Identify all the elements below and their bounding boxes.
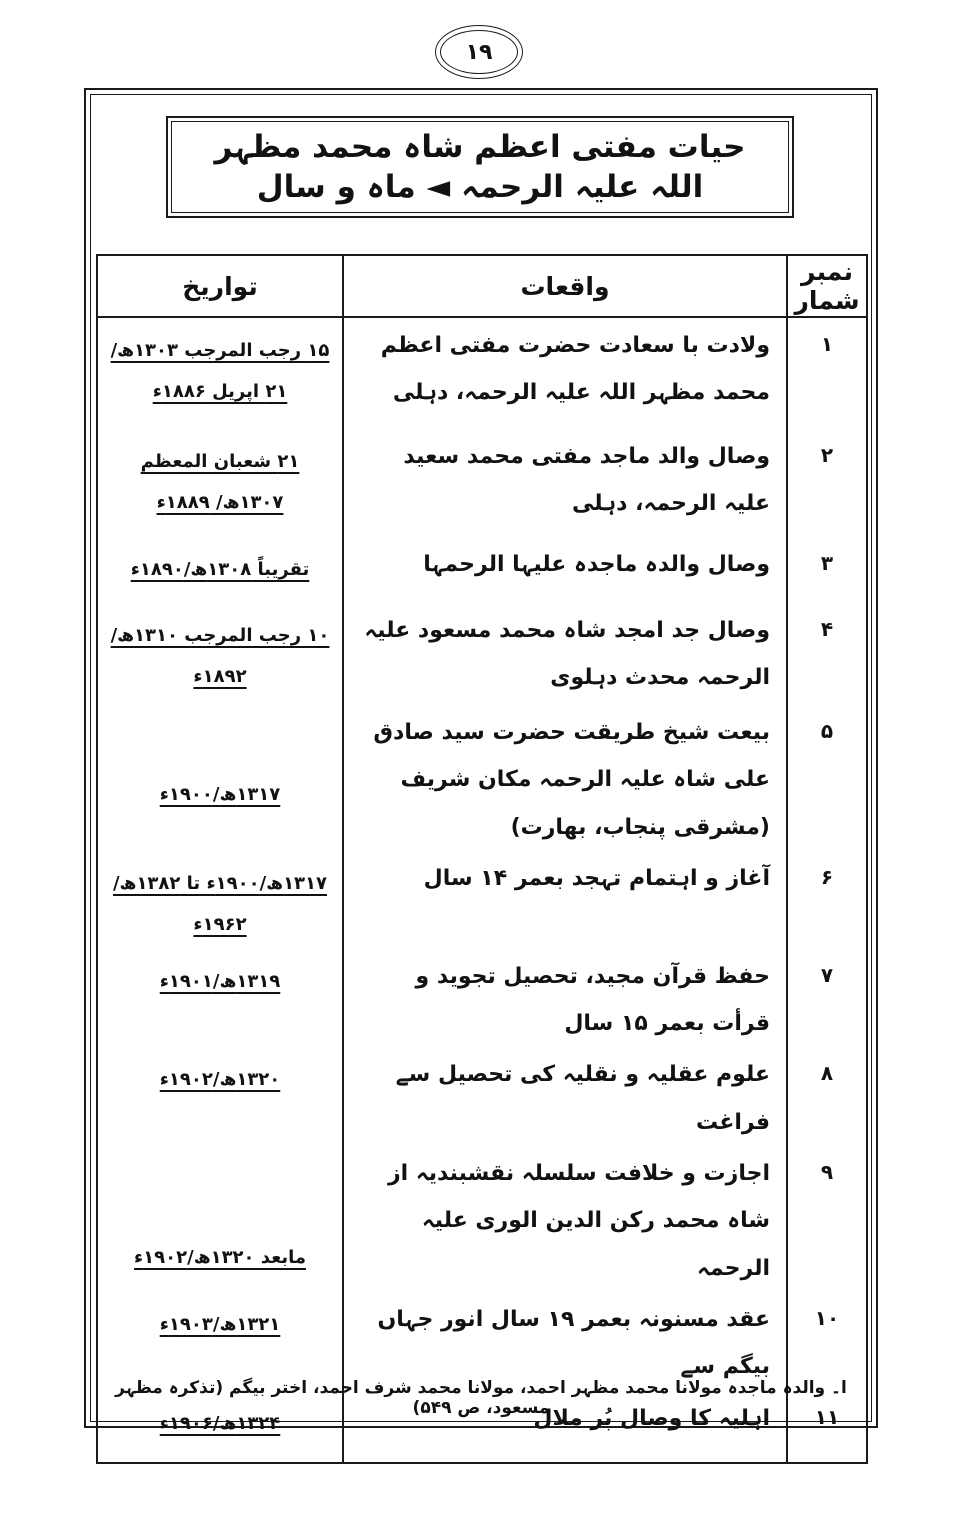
table-filler-row	[97, 1447, 867, 1463]
event-cell: حفظ قرآن مجید، تحصیل تجوید و قرأت بعمر ۱۵ سال	[343, 949, 787, 1048]
date-cell: تقریباً ۱۳۰۸ھ/۱۸۹۰ء	[130, 559, 310, 580]
page-number-oval	[435, 25, 523, 79]
table-row	[97, 317, 867, 429]
serial-cell: ۹	[787, 1146, 867, 1292]
table-row	[97, 851, 867, 949]
event-cell: وصال والد ماجد مفتی محمد سعید علیہ الرحمہ، دہلی	[343, 429, 787, 537]
event-cell: عقد مسنونہ بعمر ۱۹ سال انور جہاں بیگم سے	[343, 1292, 787, 1391]
table-row	[97, 537, 867, 603]
serial-cell: ۵	[787, 705, 867, 851]
event-cell: وصال جد امجد شاہ محمد مسعود علیہ الرحمہ محدث دہلوی	[343, 603, 787, 705]
column-header-serial: نمبر شمار	[787, 255, 867, 317]
serial-cell: ۷	[787, 949, 867, 1048]
date-cell: ۲۱ شعبان المعظم ۱۳۰۷ھ/ ۱۸۸۹ء	[140, 451, 300, 514]
table-row	[97, 603, 867, 705]
event-cell: آغاز و اہتمام تہجد بعمر ۱۴ سال	[343, 851, 787, 949]
serial-cell: ۴	[787, 603, 867, 705]
table-row	[97, 429, 867, 537]
event-cell: اہلیہ کا وصال پُر ملال	[343, 1391, 787, 1447]
serial-cell: ۲	[787, 429, 867, 537]
serial-cell: ۱	[787, 317, 867, 429]
serial-cell: ۸	[787, 1047, 867, 1146]
column-header-dates: تواریخ	[97, 255, 343, 317]
page-title: حیات مفتی اعظم شاہ محمد مظہر اللہ علیہ الرحمہ ◄ ماہ و سال	[214, 128, 746, 205]
table-row	[97, 1146, 867, 1292]
date-cell: ۱۳۲۱ھ/۱۹۰۳ء	[159, 1313, 281, 1335]
event-cell: اجازت و خلافت سلسلہ نقشبندیہ از شاہ محمد رکن الدین الوری علیہ الرحمہ	[343, 1146, 787, 1292]
table-header-row	[97, 255, 867, 317]
serial-cell: ۳	[787, 537, 867, 603]
date-cell: ۱۳۱۹ھ/۱۹۰۱ء	[159, 970, 281, 992]
event-cell: ولادت با سعادت حضرت مفتی اعظم محمد مظہر اللہ علیہ الرحمہ، دہلی	[343, 317, 787, 429]
date-cell: ۱۳۱۷ھ/۱۹۰۰ء	[159, 784, 281, 806]
page-frame	[84, 88, 878, 1434]
date-cell: ۱۳۲۴ھ/۱۹۰۶ء	[159, 1412, 281, 1434]
page-number: ۱۹	[440, 30, 518, 74]
date-cell: ۱۳۲۰ھ/۱۹۰۲ء	[159, 1069, 281, 1091]
table-row	[97, 1047, 867, 1146]
serial-cell: ۱۱	[787, 1391, 867, 1447]
title-box	[166, 116, 794, 218]
serial-cell: ۱۰	[787, 1292, 867, 1391]
serial-cell: ۶	[787, 851, 867, 949]
table-row	[97, 949, 867, 1048]
event-cell: علوم عقلیہ و نقلیہ کی تحصیل سے فراغت	[343, 1047, 787, 1146]
column-header-events: واقعات	[343, 255, 787, 317]
date-cell: مابعد ۱۳۲۰ھ/۱۹۰۲ء	[133, 1246, 307, 1268]
date-cell: ۱۰ رجب المرجب ۱۳۱۰ھ/ ۱۸۹۲ء	[110, 625, 330, 688]
event-cell: بیعت شیخ طریقت حضرت سید صادق علی شاہ علیہ الرحمہ مکان شریف (مشرقی پنجاب، بھارت)	[343, 705, 787, 851]
date-cell: ۱۵ رجب المرجب ۱۳۰۳ھ/ ۲۱ اپریل ۱۸۸۶ء	[110, 340, 330, 403]
table-row	[97, 705, 867, 851]
date-cell: ۱۳۱۷ھ/۱۹۰۰ء تا ۱۳۸۲ھ/ ۱۹۶۲ء	[112, 872, 328, 936]
event-cell: وصال والدہ ماجدہ علیہا الرحمہا	[343, 537, 787, 603]
events-table	[96, 254, 868, 1464]
footnote: ا۔ والدہ ماجدہ مولانا محمد مظہر احمد، مولانا محمد شرف احمد، اختر بیگم (تذکرہ مظہر مسعود، ص ۵۴۹)	[115, 1377, 847, 1418]
